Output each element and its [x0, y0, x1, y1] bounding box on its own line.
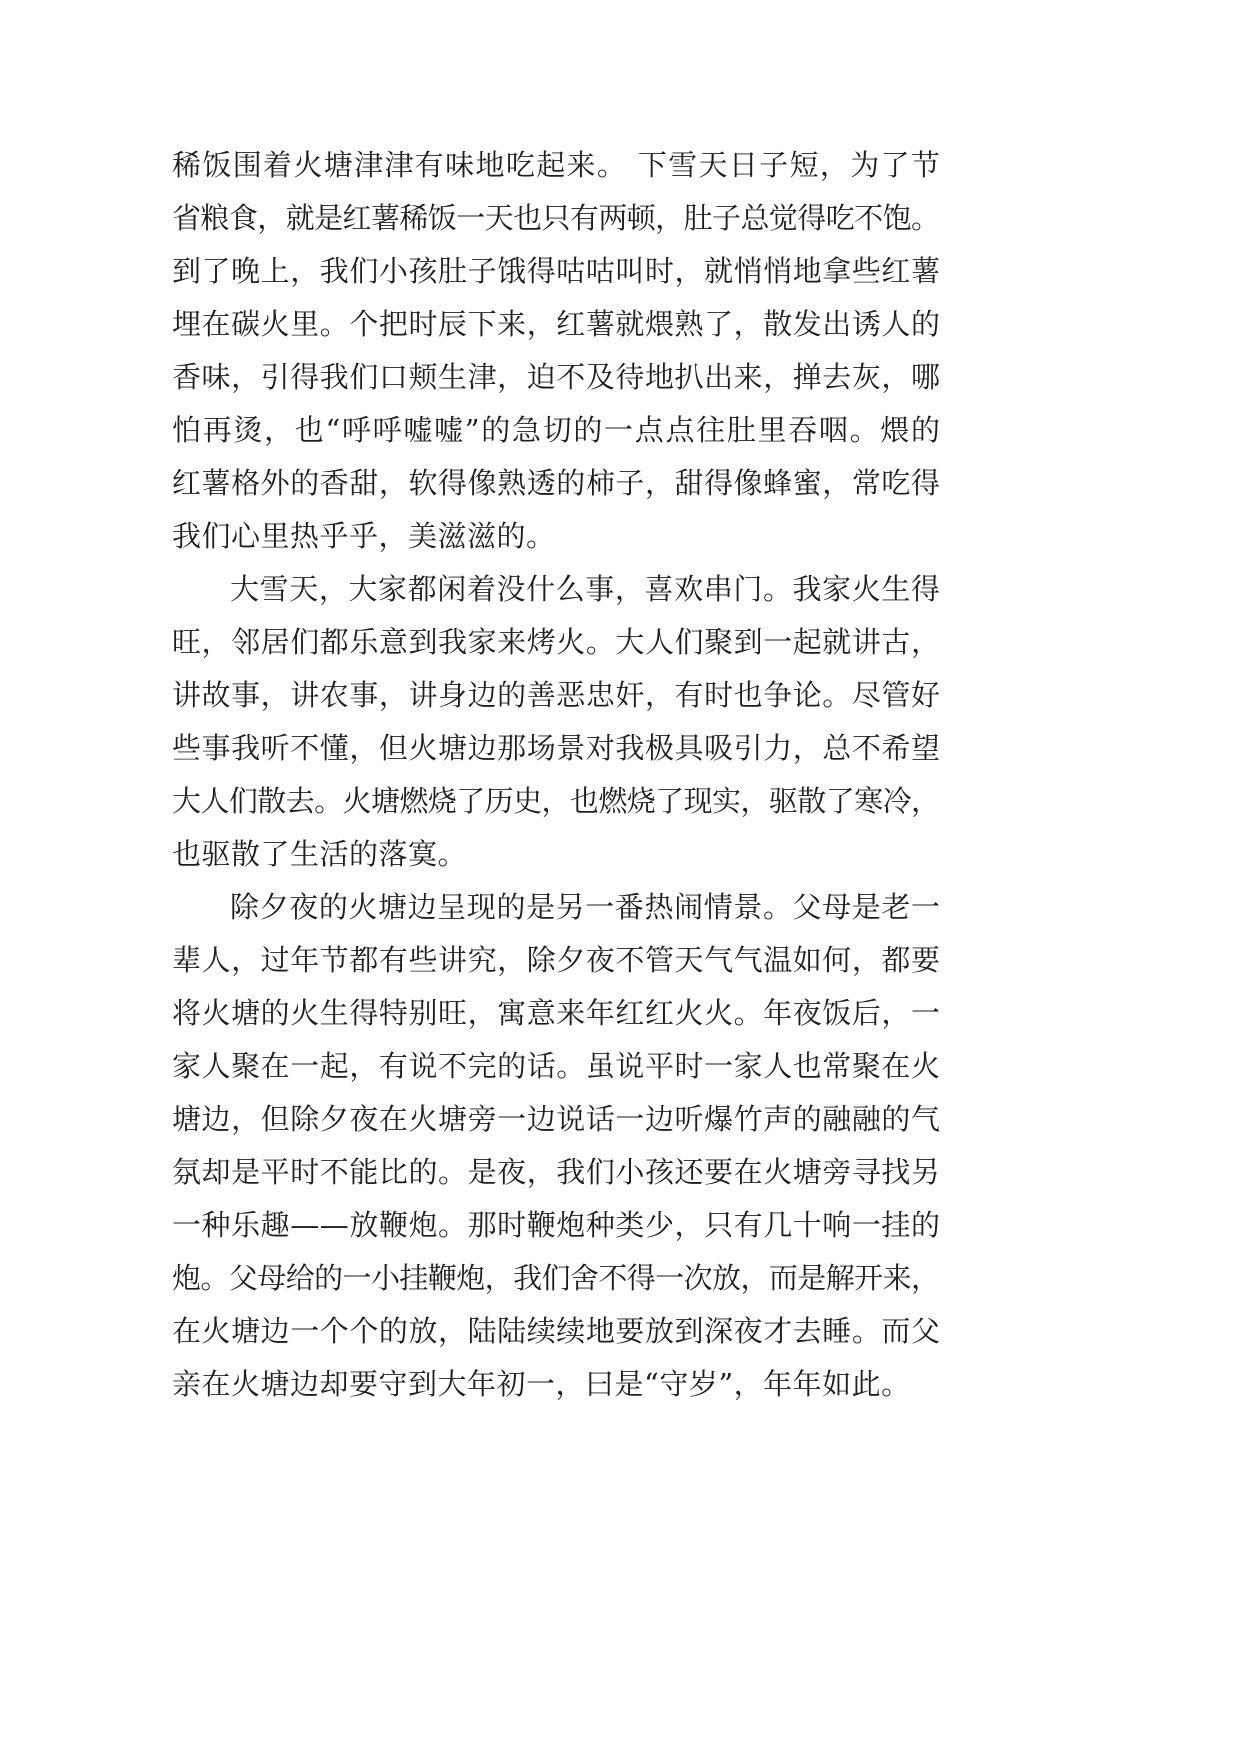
text-line: 也驱散了生活的落寞。	[172, 837, 468, 871]
text-line: 省粮食，就是红薯稀饭一天也只有两顿，肚子总觉得吃不饱。	[172, 201, 940, 235]
text-line: 塘边，但除夕夜在火塘旁一边说话一边听爆竹声的融融的气	[172, 1102, 941, 1136]
text-line: 红薯格外的香甜，软得像熟透的柿子，甜得像蜂蜜，常吃得	[172, 466, 941, 500]
text-line: 将火塘的火生得特别旺，寓意来年红红火火。年夜饭后，一	[172, 996, 941, 1030]
text-line: 家人聚在一起，有说不完的话。虽说平时一家人也常聚在火	[172, 1049, 941, 1083]
text-line: 炮。父母给的一小挂鞭炮，我们舍不得一次放，而是解开来，	[172, 1261, 940, 1295]
paragraph-2	[172, 563, 940, 881]
text-line: 我们心里热乎乎，美滋滋的。	[172, 519, 556, 553]
text-line: 除夕夜的火塘边呈现的是另一番热闹情景。父母是老一	[230, 890, 941, 924]
text-line: 亲在火塘边却要守到大年初一，曰是“守岁”，年年如此。	[172, 1367, 911, 1401]
text-line: 旺，邻居们都乐意到我家来烤火。大人们聚到一起就讲古，	[172, 625, 941, 659]
text-line: 香味，引得我们口颊生津，迫不及待地扒出来，掸去灰，哪	[172, 360, 941, 394]
body-text	[172, 139, 940, 1411]
text-line: 讲故事，讲农事，讲身边的善恶忠奸，有时也争论。尽管好	[172, 678, 941, 712]
text-line: 些事我听不懂，但火塘边那场景对我极具吸引力，总不希望	[172, 731, 941, 765]
text-line: 大雪天，大家都闲着没什么事，喜欢串门。我家火生得	[230, 572, 941, 606]
text-line: 辈人，过年节都有些讲究，除夕夜不管天气气温如何，都要	[172, 943, 941, 977]
text-line: 氛却是平时不能比的。是夜，我们小孩还要在火塘旁寻找另	[172, 1155, 941, 1189]
text-line: 在火塘边一个个的放，陆陆续续地要放到深夜才去睡。而父	[172, 1314, 941, 1348]
paragraph-3	[172, 881, 940, 1411]
text-line: 一种乐趣——放鞭炮。那时鞭炮种类少，只有几十响一挂的	[172, 1208, 941, 1242]
text-line: 埋在碳火里。个把时辰下来，红薯就煨熟了，散发出诱人的	[172, 307, 941, 341]
text-line: 大人们散去。火塘燃烧了历史，也燃烧了现实，驱散了寒冷，	[172, 784, 940, 818]
text-line: 怕再烫，也“呼呼嘘嘘”的急切的一点点往肚里吞咽。煨的	[172, 413, 942, 447]
paragraph-1	[172, 139, 940, 563]
text-line: 到了晚上，我们小孩肚子饿得咕咕叫时，就悄悄地拿些红薯	[172, 254, 941, 288]
text-line: 稀饭围着火塘津津有味地吃起来。 下雪天日子短，为了节	[172, 148, 942, 182]
